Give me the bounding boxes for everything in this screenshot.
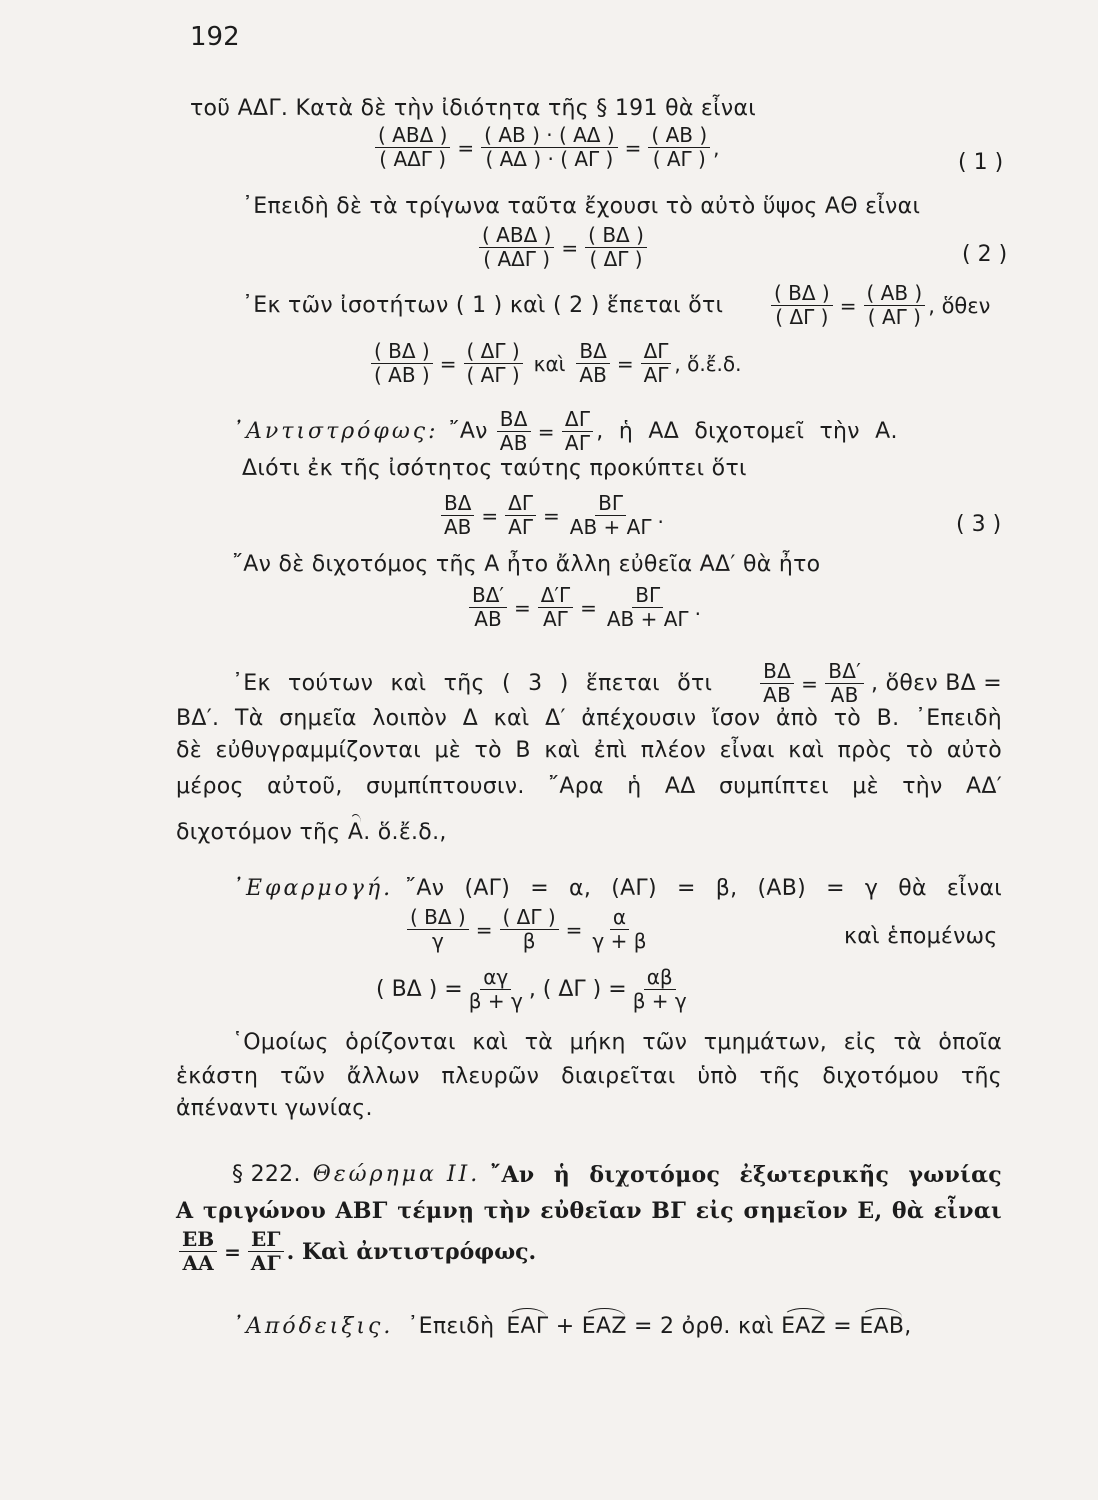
numerator: ΒΔ′ — [825, 660, 864, 684]
denominator: ΑΒ — [763, 683, 792, 707]
numerator: ( ΔΓ ) — [464, 340, 523, 364]
text-fragment: , ὅ.ἔ.δ. — [674, 351, 742, 376]
text-fragment: ᾿Επειδὴ — [407, 1314, 495, 1339]
denominator: ΑΒ — [474, 607, 502, 631]
denominator: ΑΓ — [564, 431, 591, 455]
numerator: ( ΑΒ ) — [648, 124, 710, 148]
numerator: Δ′Γ — [538, 584, 573, 608]
denominator: β + γ — [632, 989, 687, 1013]
eq-tail: . — [657, 503, 664, 528]
text-fragment: , — [904, 1314, 912, 1339]
denominator: ( ΑΔΓ ) — [483, 247, 551, 271]
equation-6: $\frac{B\Delta}{AB}$ = $\frac{\Delta\Gamma}{A\Gamma}$ = $\frac{B\Gamma}{AB + A\Gamma}$ . — [438, 492, 664, 539]
proof-line — [232, 1316, 1002, 1338]
text-fragment: ᾿Εκ τούτων καὶ τῆς ( 3 ) ἕπεται ὅτι — [232, 670, 713, 696]
text-fragment: , ὅθεν — [928, 293, 991, 318]
theorem-text: ῎Αν ἡ διχοτόμος ἐξωτερικῆς γωνίας — [490, 1162, 1002, 1188]
numerator: ΒΔ — [760, 660, 794, 684]
equation-5: $\frac{B\Delta}{AB}$ = $\frac{\Delta\Gamma}{A\Gamma}$ — [494, 408, 597, 455]
text-fragment: ῎Αν — [448, 418, 488, 444]
numerator: ( ΑΒ ) — [864, 282, 926, 306]
numerator: αβ — [644, 966, 676, 990]
denominator: ΑΒ — [444, 515, 472, 539]
denominator: ΑΒ — [499, 431, 528, 455]
text-fragment: ( ΒΔ ) = — [376, 977, 463, 1002]
angle-symbol: ΕΑΓ — [506, 1314, 549, 1339]
equation-2: $\frac{\text{( ΑΒΔ )}}{\text{( ΑΔΓ )}}$ = $\frac{( B\Delta )}{( \Delta\Gamma )}$ — [476, 224, 650, 271]
numerator: αγ — [480, 966, 511, 990]
denominator: ( ΑΓ ) — [652, 147, 706, 171]
angle-symbol: ΕΑΖ — [781, 1314, 826, 1339]
heading-italic: ᾿Εφαρμογή. — [232, 876, 394, 901]
numerator: ΒΔ — [497, 408, 531, 432]
text-fragment: = — [826, 1314, 860, 1339]
numerator: ΔΓ — [562, 408, 593, 432]
denominator: ΑΓ — [643, 363, 669, 387]
numerator: ΒΔ — [441, 492, 474, 516]
numerator: ΕΒ — [179, 1228, 217, 1252]
text-line: ἀπέναντι γωνίας. — [176, 1096, 373, 1121]
text-line: μέρος αὐτοῦ, συμπίπτουσιν. ῎Αρα ἡ ΑΔ συμπίπτει μὲ τὴν ΑΔ′ — [176, 774, 1002, 799]
numerator: ( ΒΔ ) — [585, 224, 647, 248]
numerator: ( ΒΔ ) — [371, 340, 433, 364]
equation-tag: ( 1 ) — [958, 150, 1004, 175]
equation-7: $\frac{B\Delta'}{AB}$ = $\frac{\Delta'\Gamma}{A\Gamma}$ = $\frac{B\Gamma}{AB + A\Gamma}$ . — [466, 584, 701, 631]
numerator: ΒΔ — [576, 340, 609, 364]
denominator: ( ΔΓ ) — [775, 305, 829, 329]
page-number: 192 — [190, 22, 240, 52]
text-fragment: , ( ΔΓ ) = — [528, 977, 627, 1002]
angle-symbol: ΕΑΒ — [859, 1314, 905, 1339]
denominator: ( ΑΔΓ ) — [379, 147, 447, 171]
heading-italic: ᾿Αντιστρόφως: — [232, 418, 439, 444]
text-fragment: , ὅθεν ΒΔ = — [871, 670, 1002, 696]
equation-1: $\frac{\text{( ΑΒΔ )}}{\text{( ΑΔΓ )}}$ = $\frac{( AB ) \cdot ( A\Delta )}{( A\Delta ) \cdot ( A\Gamma )}$ = $\frac{( AB )}{( A\Gamma )}$ , — [372, 124, 720, 171]
text-fragment: + — [548, 1314, 582, 1339]
numerator: ( ΑΒΔ ) — [479, 224, 554, 248]
section-number: § 222. — [232, 1162, 301, 1187]
numerator: ( ΑΒΔ ) — [375, 124, 450, 148]
angle-symbol: Α — [347, 820, 364, 845]
numerator: ΒΓ — [595, 492, 626, 516]
text-line: δὲ εὐθυγραμμίζονται μὲ τὸ Β καὶ ἐπὶ πλέον εἶναι καὶ πρὸς τὸ αὐτὸ — [176, 738, 1002, 763]
denominator: ( ΑΒ ) — [374, 363, 430, 387]
equation-10 — [376, 966, 693, 1013]
denominator: ( ΔΓ ) — [589, 247, 643, 271]
text-line: καὶ ἑπομένως — [844, 924, 998, 949]
text-fragment: διχοτόμον τῆς — [176, 820, 341, 845]
denominator: ΑΑ — [182, 1251, 214, 1275]
numerator: ΕΓ — [248, 1228, 283, 1252]
text-fragment: , ἡ ΑΔ διχοτομεῖ τὴν Α. — [596, 418, 898, 444]
text-line — [232, 408, 1002, 455]
numerator: ( ΒΔ ) — [407, 906, 469, 930]
denominator: ΑΒ — [579, 363, 607, 387]
denominator: ΑΒ — [830, 683, 859, 707]
text-fragment: . ὅ.ἔ.δ., — [363, 820, 447, 845]
text-fragment: ῎Αν (ΑΓ) = α, (ΑΓ) = β, (ΑΒ) = γ θὰ εἶναι — [405, 876, 1002, 901]
theorem-text: . Καὶ ἀντιστρόφως. — [286, 1238, 537, 1265]
eq-tail: , — [713, 135, 720, 160]
equation-9: $\frac{( B\Delta )}{\gamma}$ = $\frac{( \Delta\Gamma )}{\beta}$ = $\frac{\alpha}{\gamma + \beta}$ — [404, 906, 653, 953]
numerator: α — [610, 906, 629, 930]
denominator: ΑΒ + ΑΓ — [569, 515, 652, 539]
text-line: ᾿Επειδὴ δὲ τὰ τρίγωνα ταῦτα ἔχουσι τὸ αὐτὸ ὕψος ΑΘ εἶναι — [242, 194, 921, 219]
text-line: τοῦ ΑΔΓ. Κατὰ δὲ τὴν ἰδιότητα τῆς § 191 θὰ εἶναι — [190, 96, 756, 121]
denominator: ΑΓ — [508, 515, 533, 539]
denominator: ΑΓ — [250, 1251, 281, 1275]
denominator: γ + β — [592, 929, 647, 953]
heading-italic: ᾿Απόδειξις. — [232, 1314, 394, 1339]
equation-8: $\frac{B\Delta}{AB}$ = $\frac{B\Delta'}{AB}$ — [757, 660, 867, 707]
text-line: Διότι ἐκ τῆς ἰσότητος ταύτης προκύπτει ὅτι — [242, 456, 747, 481]
text-line — [176, 822, 447, 844]
text-fragment: καὶ — [533, 351, 566, 376]
text-line: ῾Ομοίως ὁρίζονται καὶ τὰ μήκη τῶν τμημάτων, εἰς τὰ ὁποῖα — [232, 1030, 1002, 1055]
numerator: ΔΓ — [505, 492, 536, 516]
numerator: ΒΓ — [632, 584, 663, 608]
text-line: ῎Αν δὲ διχοτόμος τῆς Α ἦτο ἄλλη εὐθεῖα ΑΔ′ θὰ ἦτο — [232, 552, 821, 577]
denominator: β + γ — [468, 989, 523, 1013]
denominator: ( ΑΔ ) · ( ΑΓ ) — [485, 147, 614, 171]
text-line: ΒΔ′. Τὰ σημεῖα λοιπὸν Δ καὶ Δ′ ἀπέχουσιν ἴσον ἀπὸ τὸ Β. ᾿Επειδὴ — [176, 706, 1002, 731]
theorem-title: Θεώρημα ΙΙ. — [312, 1162, 481, 1187]
numerator: ΔΓ — [641, 340, 672, 364]
numerator: ( ΑΒ ) · ( ΑΔ ) — [481, 124, 617, 148]
equation-tag: ( 3 ) — [956, 512, 1002, 537]
denominator: ΑΓ — [542, 607, 568, 631]
eq-tail: . — [694, 595, 701, 620]
denominator: β — [522, 929, 536, 953]
theorem-heading — [232, 1164, 1002, 1186]
numerator: ΒΔ′ — [469, 584, 507, 608]
equation-4: $\frac{( B\Delta )}{( AB )}$ = $\frac{( \Delta\Gamma )}{( A\Gamma )}$ καὶ $\frac{B\Delta}{AB}$ = $\frac{\Delta\Gamma}{A\Gamma}$ , ὅ.ἔ.δ. — [368, 340, 741, 387]
equation-3: $\frac{( B\Delta )}{( \Delta\Gamma )}$ = $\frac{( AB )}{( A\Gamma )}$ , ὅθεν — [768, 282, 990, 329]
text-fragment: = 2 ὀρθ. καὶ — [626, 1314, 782, 1339]
numerator: ( ΒΔ ) — [771, 282, 833, 306]
numerator: ( ΔΓ ) — [500, 906, 559, 930]
theorem-text: Α τριγώνου ΑΒΓ τέμνῃ τὴν εὐθεῖαν ΒΓ εἰς σημεῖον Ε, θὰ εἶναι — [176, 1198, 1002, 1224]
equation-11: $\frac{EB}{AA}$ = $\frac{E\Gamma}{A\Gamma}$ . Καὶ ἀντιστρόφως. — [176, 1228, 536, 1275]
denominator: ( ΑΓ ) — [466, 363, 520, 387]
angle-symbol: ΕΑΖ — [581, 1314, 627, 1339]
text-line — [232, 660, 1002, 707]
text-line: ἑκάστη τῶν ἄλλων πλευρῶν διαιρεῖται ὑπὸ τῆς διχοτόμου τῆς — [176, 1064, 1002, 1089]
text-line: ᾿Εκ τῶν ἰσοτήτων ( 1 ) καὶ ( 2 ) ἕπεται ὅτι — [242, 293, 724, 318]
denominator: ( ΑΓ ) — [867, 305, 921, 329]
denominator: γ — [431, 929, 444, 953]
equation-tag: ( 2 ) — [962, 242, 1008, 267]
denominator: ΑΒ + ΑΓ — [606, 607, 689, 631]
text-line — [232, 878, 1002, 900]
